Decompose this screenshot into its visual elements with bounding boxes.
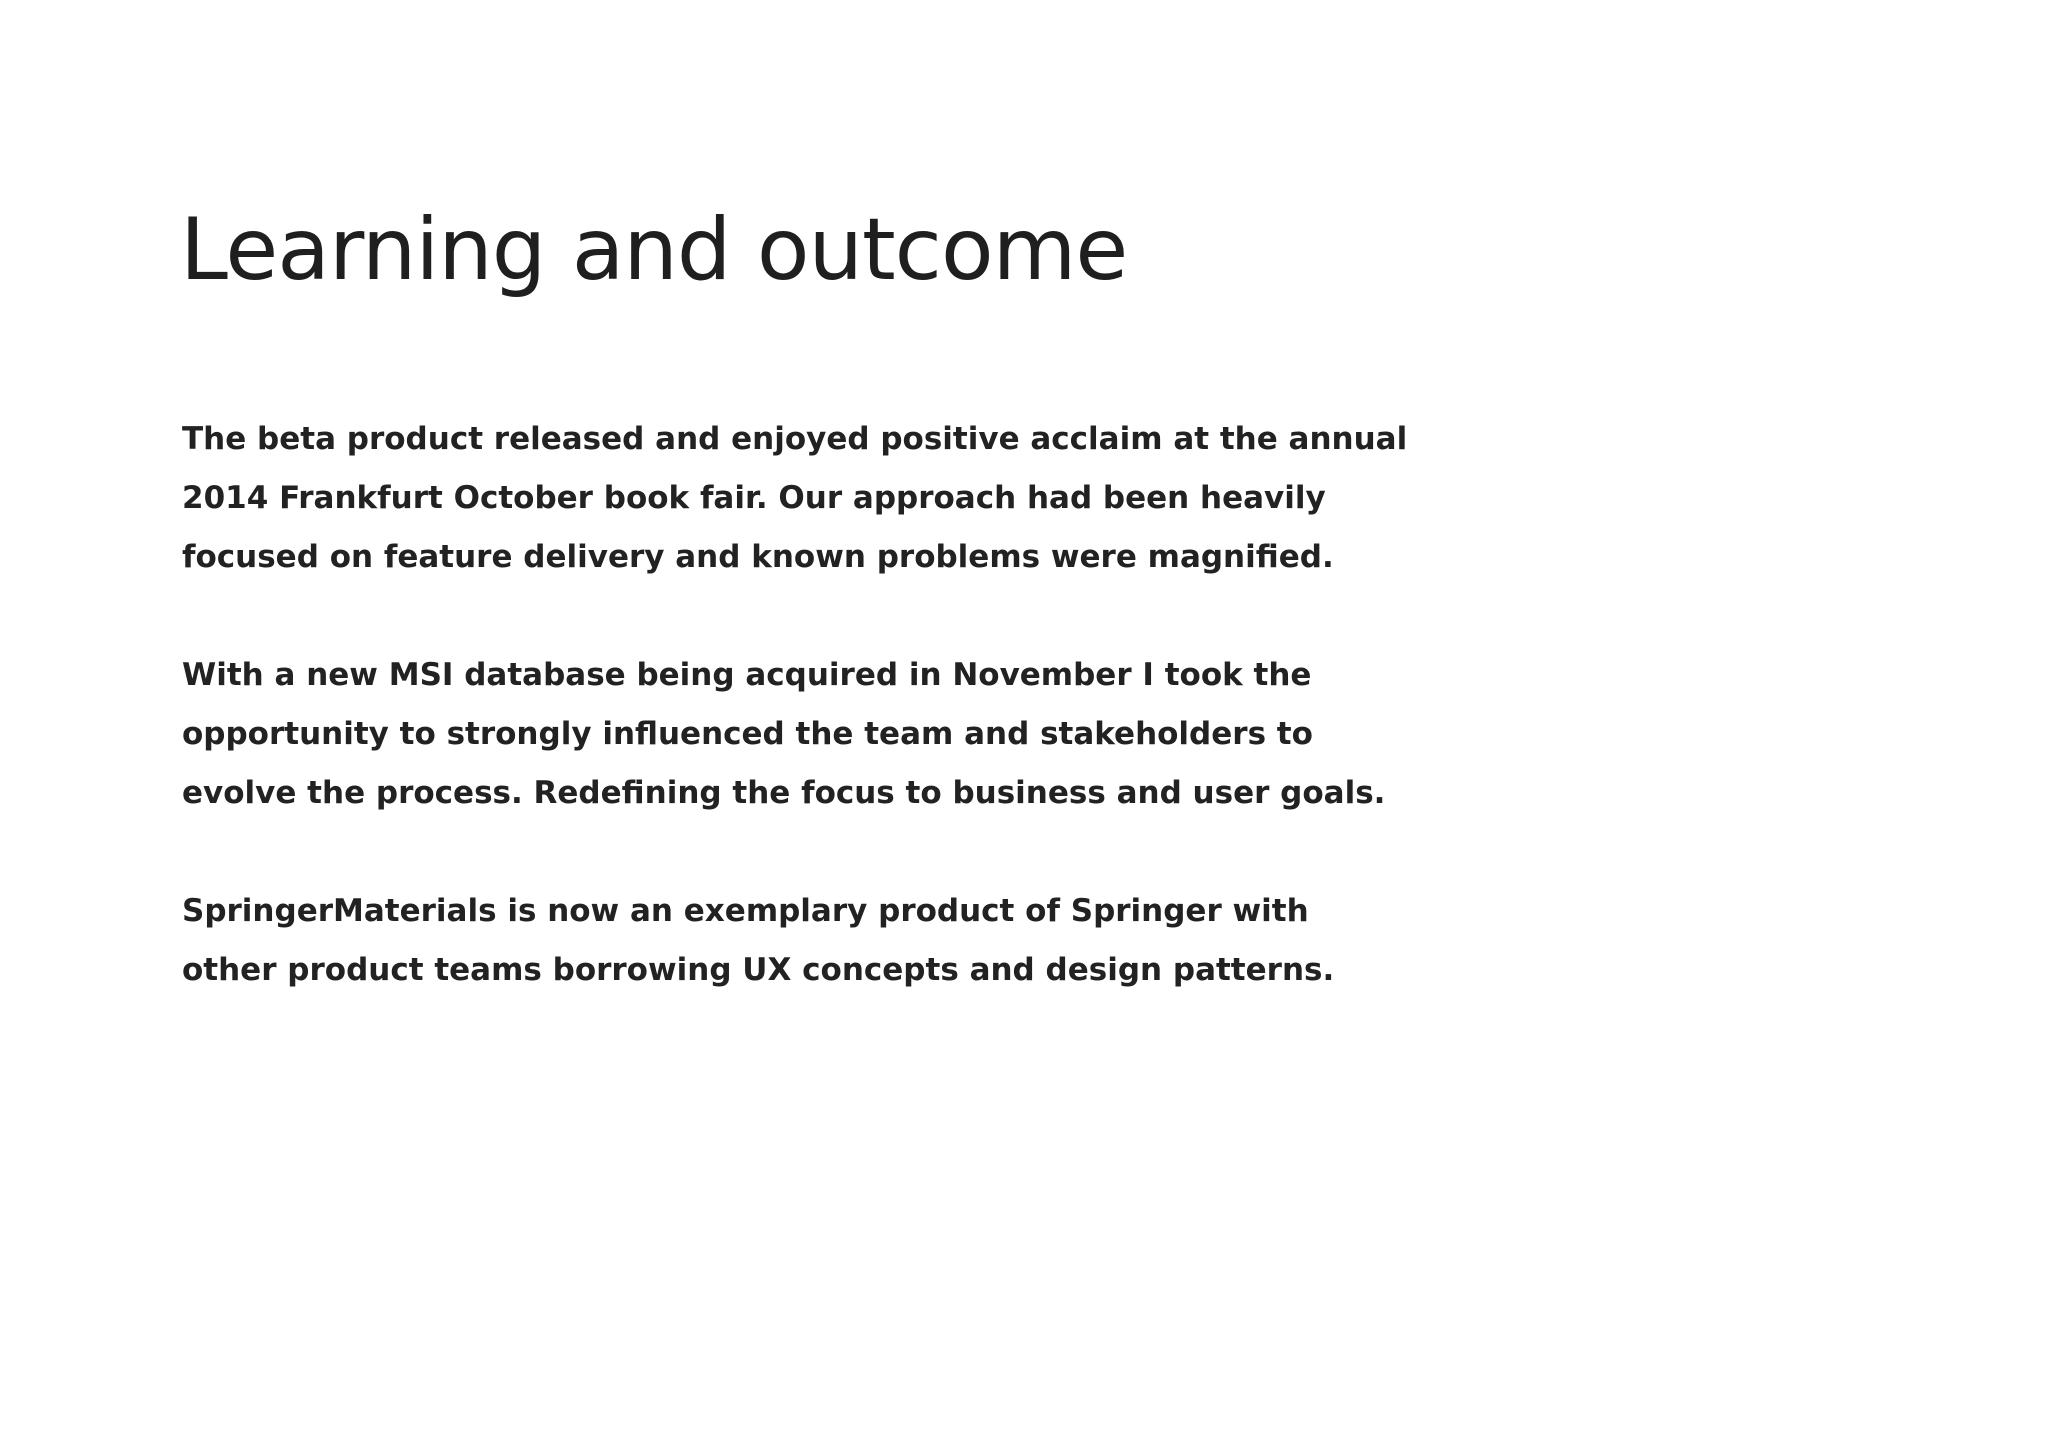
paragraph-line: evolve the process. Redefining the focus to business and user goals. [182,775,1386,811]
paragraph-line: other product teams borrowing UX concepts and design patterns. [182,952,1335,988]
paragraph-line: focused on feature delivery and known problems were magnified. [182,539,1334,575]
paragraph-line: With a new MSI database being acquired in November I took the [182,657,1312,693]
page-title: Learning and outcome [180,200,1128,300]
paragraph-line: SpringerMaterials is now an exemplary product of Springer with [182,893,1309,929]
paragraph-2 [182,646,1386,823]
paragraph-line: opportunity to strongly influenced the team and stakeholders to [182,716,1313,752]
paragraph-3 [182,882,1362,1000]
paragraph-line: The beta product released and enjoyed positive acclaim at the annual [182,421,1408,457]
paragraph-1 [182,410,1408,587]
paragraph-line: 2014 Frankfurt October book fair. Our approach had been heavily [182,480,1326,516]
body-text [182,410,1408,1059]
